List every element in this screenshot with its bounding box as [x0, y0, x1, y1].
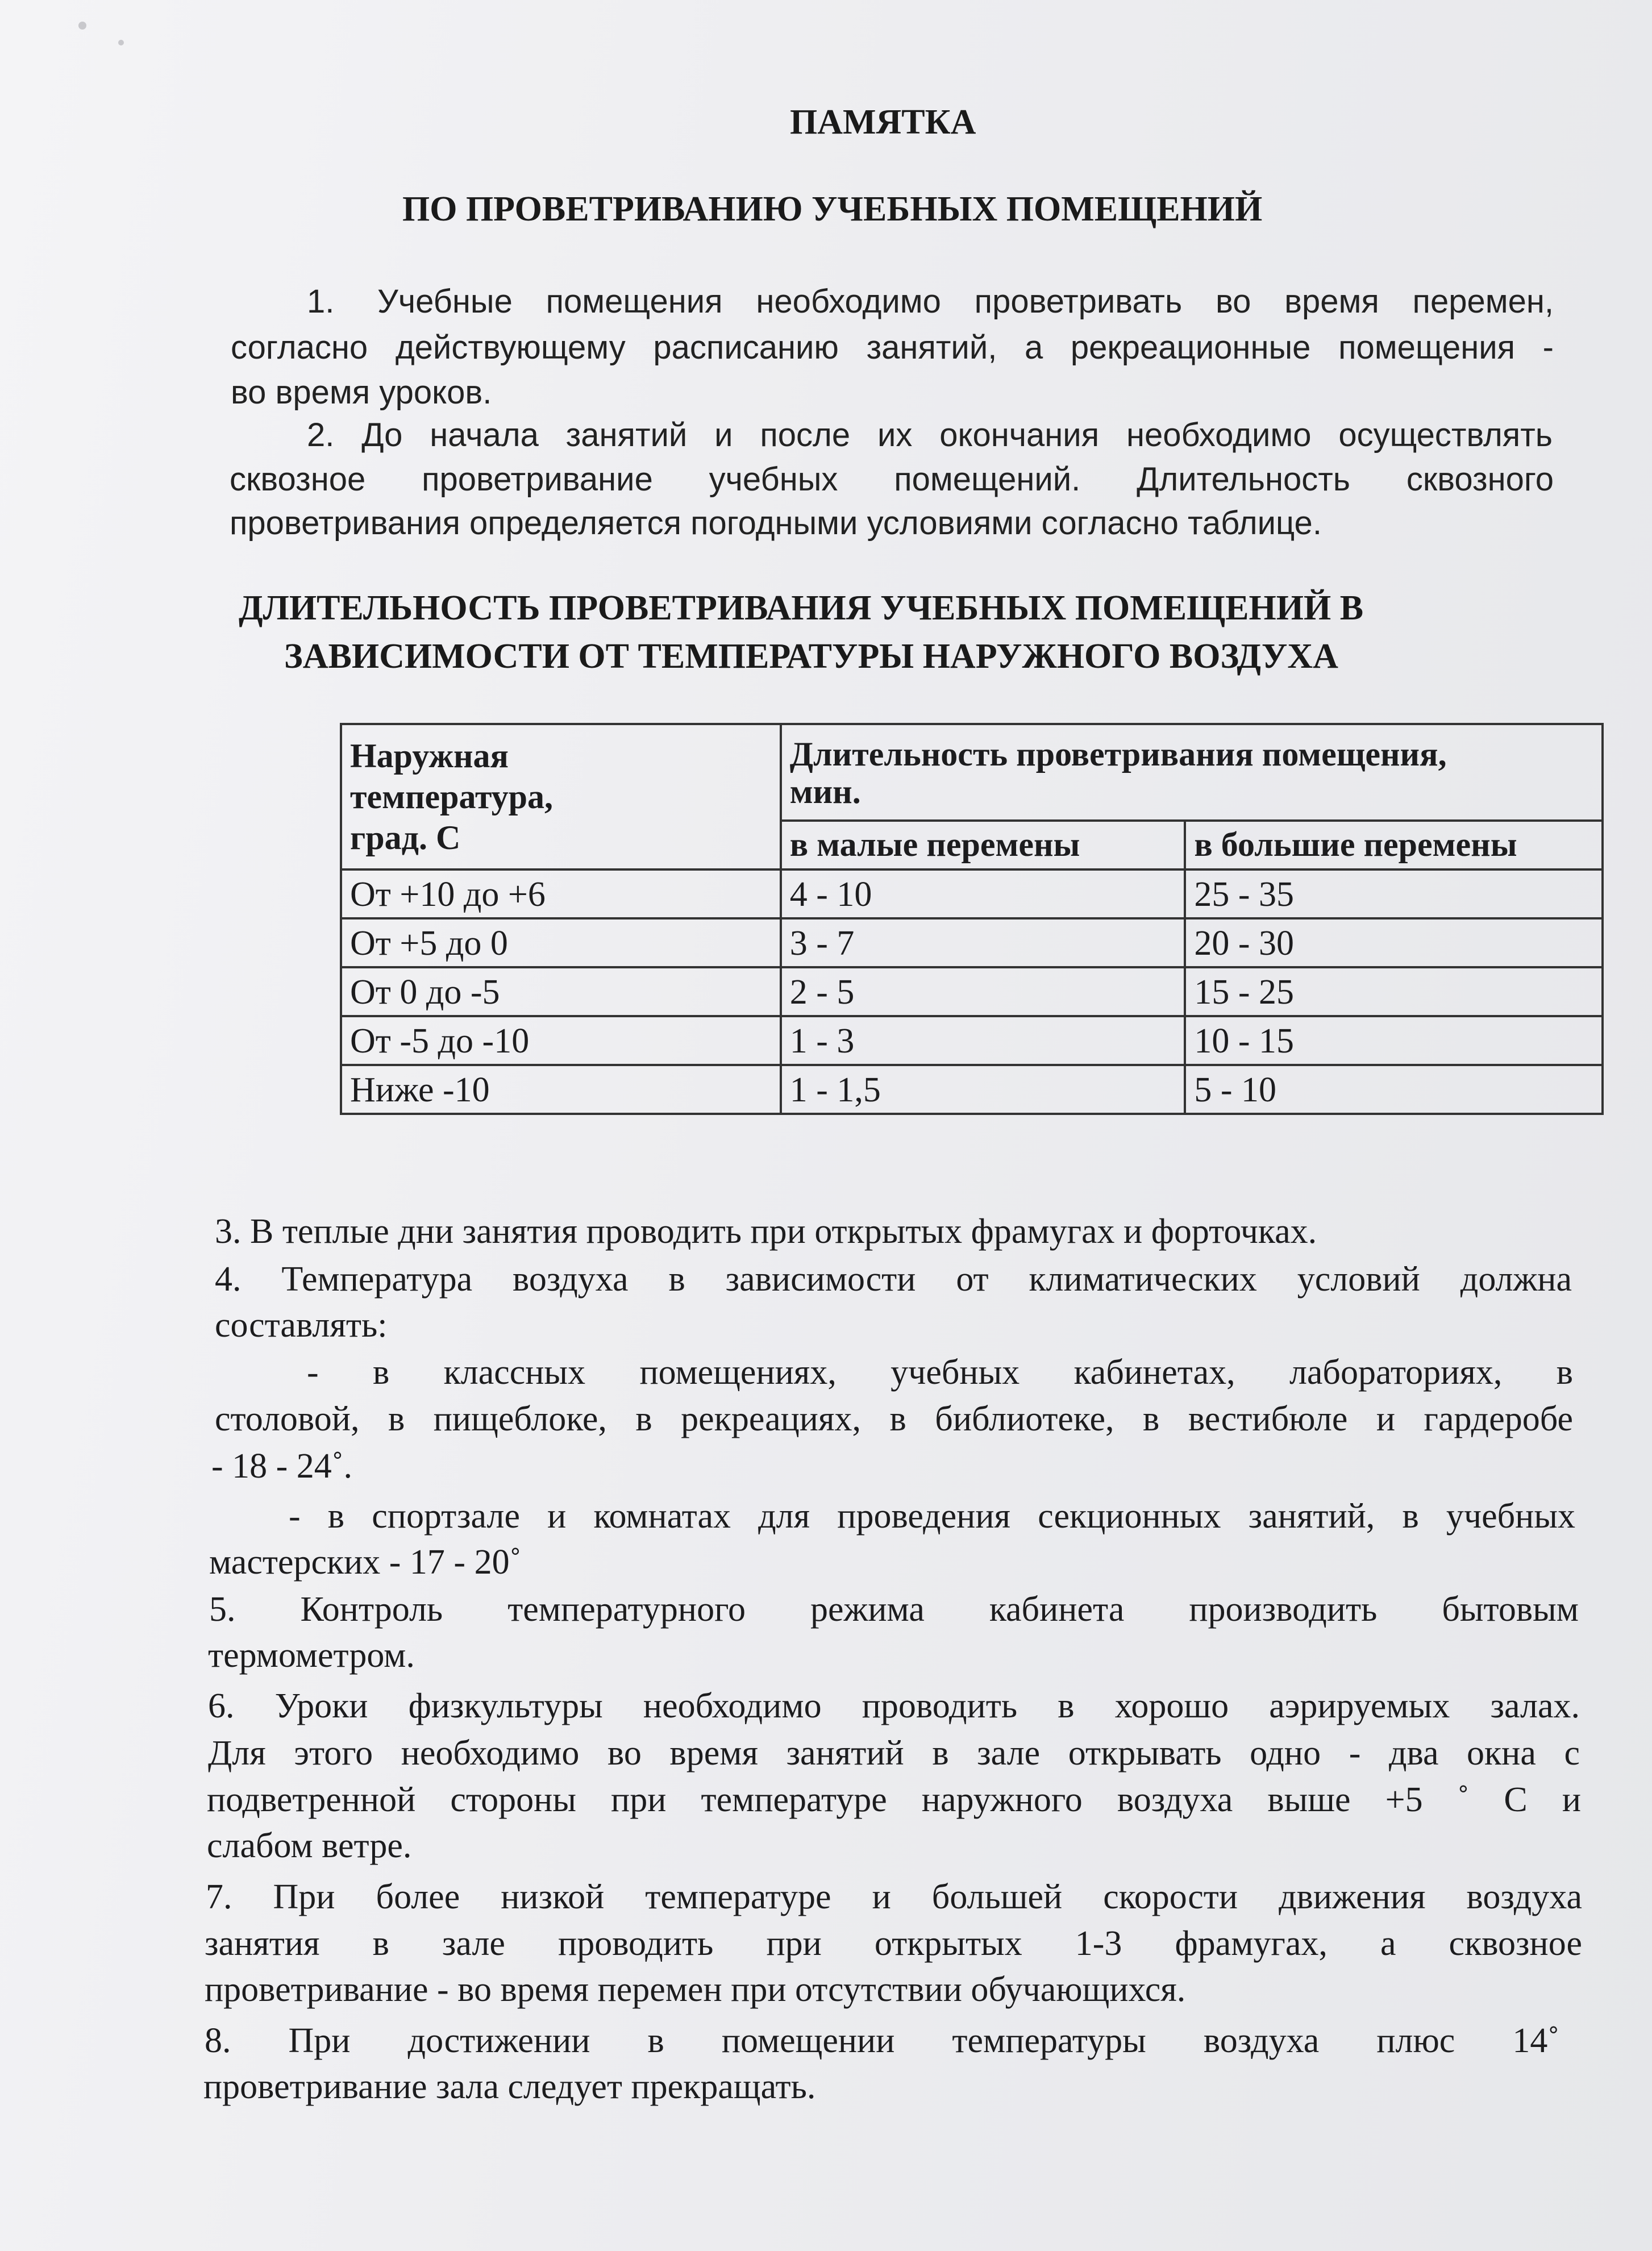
table-title-line2: ЗАВИСИМОСТИ ОТ ТЕМПЕРАТУРЫ НАРУЖНОГО ВОЗДУХА [284, 637, 1338, 676]
cell-small-breaks: 4 - 10 [781, 869, 1185, 918]
header-small-breaks: в малые перемены [781, 821, 1185, 869]
cell-big-breaks: 10 - 15 [1185, 1016, 1603, 1065]
cell-temperature: От 0 до -5 [341, 967, 781, 1016]
cell-big-breaks: 20 - 30 [1185, 918, 1603, 967]
cell-small-breaks: 2 - 5 [781, 967, 1185, 1016]
item1-line1: Учебные помещения необходимо проветривать во время перемен, [377, 283, 1554, 320]
cell-temperature: От +5 до 0 [341, 918, 781, 967]
table-title-line1: ДЛИТЕЛЬНОСТЬ ПРОВЕТРИВАНИЯ УЧЕБНЫХ ПОМЕЩЕНИЙ В [239, 589, 1364, 627]
item3: 3. В теплые дни занятия проводить при открытых фрамугах и форточках. [215, 1212, 1317, 1251]
table-row [341, 1065, 1603, 1114]
table-row [341, 918, 1603, 967]
table-header-row [341, 724, 1603, 821]
header-cell-text: Длительность проветривания помещения, [789, 735, 1447, 773]
item4-sub1-line3: - 18 - 24˚. [211, 1447, 352, 1486]
item7-line1: 7. При более низкой температуре и большей скорости движения воздуха [206, 1878, 1582, 1916]
cell-big-breaks: 15 - 25 [1185, 967, 1603, 1016]
item8-line1: 8. При достижении в помещении температуры воздуха плюс 14˚ [205, 2021, 1559, 2060]
cell-small-breaks: 3 - 7 [781, 918, 1185, 967]
cell-temperature: Ниже -10 [341, 1065, 781, 1114]
item4-sub1-line1: - в классных помещениях, учебных кабинетах, лабораториях, в [307, 1353, 1573, 1392]
item6-line3: подветренной стороны при температуре наружного воздуха выше +5 ˚ С и [207, 1780, 1581, 1819]
header-cell-text: температура, [350, 778, 554, 815]
item4-sub2-line2: мастерских - 17 - 20˚ [209, 1543, 522, 1582]
header-cell-text: мин. [789, 773, 861, 810]
cell-small-breaks: 1 - 3 [781, 1016, 1185, 1065]
item2-line2: сквозное проветривание учебных помещений. Длительность сквозного [230, 461, 1554, 498]
table-row [341, 967, 1603, 1016]
punch-mark [78, 22, 86, 30]
table-row [341, 869, 1603, 918]
item5-line1: 5. Контроль температурного режима кабинета производить бытовым [209, 1590, 1579, 1629]
item4-sub1-line2: столовой, в пищеблоке, в рекреациях, в библиотеке, в вестибюле и гардеробе [215, 1400, 1573, 1438]
header-cell-text: град. С [350, 819, 461, 856]
cell-big-breaks: 5 - 10 [1185, 1065, 1603, 1114]
item7-line2: занятия в зале проводить при открытых 1-3 фрамугах, а сквозное [205, 1924, 1582, 1963]
item6-line4: слабом ветре. [207, 1826, 412, 1865]
table-row [341, 1016, 1603, 1065]
item2-line1: 2. До начала занятий и после их окончания необходимо осуществлять [307, 417, 1553, 453]
punch-mark [118, 40, 124, 45]
item1-line3: во время уроков. [231, 374, 492, 411]
item4-line2: составлять: [215, 1306, 388, 1345]
item7-line3: проветривание - во время перемен при отсутствии обучающихся. [205, 1970, 1186, 2009]
item6-line1: 6. Уроки физкультуры необходимо проводить в хорошо аэрируемых залах. [208, 1687, 1580, 1725]
item2-line3: проветривания определяется погодными условиями согласно таблице. [230, 505, 1322, 542]
item4-line1: 4. Температура воздуха в зависимости от климатических условий должна [215, 1260, 1572, 1299]
ventilation-table [340, 723, 1604, 1115]
cell-temperature: От -5 до -10 [341, 1016, 781, 1065]
cell-big-breaks: 25 - 35 [1185, 869, 1603, 918]
header-big-breaks: в большие перемены [1185, 821, 1603, 869]
cell-small-breaks: 1 - 1,5 [781, 1065, 1185, 1114]
item1-line2: согласно действующему расписанию занятий, а рекреационные помещения - [231, 329, 1554, 366]
document-subtitle: ПО ПРОВЕТРИВАНИЮ УЧЕБНЫХ ПОМЕЩЕНИЙ [402, 190, 1263, 228]
header-duration-group [781, 724, 1603, 821]
document-title: ПАМЯТКА [790, 103, 976, 142]
cell-temperature: От +10 до +6 [341, 869, 781, 918]
item8-line2: проветривание зала следует прекращать. [203, 2067, 816, 2106]
item1-number: 1. [307, 283, 335, 320]
item6-line2: Для этого необходимо во время занятий в зале открывать одно - два окна с [208, 1734, 1580, 1772]
item4-sub2-line1: - в спортзале и комнатах для проведения секционных занятий, в учебных [289, 1497, 1575, 1536]
header-cell-text: Наружная [350, 737, 509, 775]
header-outside-temperature [341, 724, 781, 869]
item5-line2: термометром. [208, 1636, 415, 1675]
